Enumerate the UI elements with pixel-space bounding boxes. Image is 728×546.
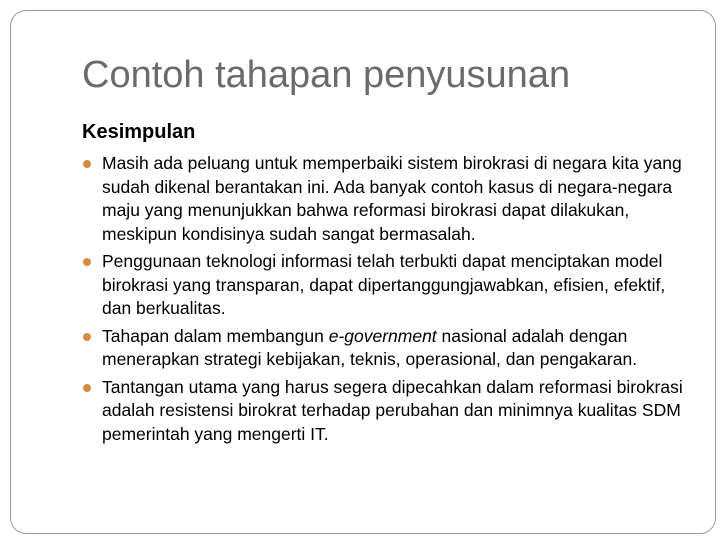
section-heading: Kesimpulan xyxy=(82,121,196,143)
bullet-item xyxy=(82,152,694,246)
slide-title: Contoh tahapan penyusunan xyxy=(82,54,571,96)
bullet-text-lead: Tahapan dalam membangun xyxy=(102,325,329,346)
bullet-dot-icon xyxy=(83,384,91,392)
bullet-item xyxy=(82,250,694,321)
bullet-text: Tantangan utama yang harus segera dipecahkan dalam reformasi birokrasi adalah resistensi birokrat terhadap perubahan dan minimnya kualitas SDM pemerintah yang mengerti IT. xyxy=(102,376,683,444)
bullet-dot-icon xyxy=(83,258,91,266)
bullet-dot-icon xyxy=(83,333,91,341)
bullet-item xyxy=(82,325,694,372)
bullet-emphasis: e-government xyxy=(328,325,437,346)
bullet-dot-icon xyxy=(83,160,91,168)
bullet-list xyxy=(82,152,694,450)
bullet-text: Masih ada peluang untuk memperbaiki sistem birokrasi di negara kita yang sudah dikenal berantakan ini. Ada banyak contoh kasus di negara-negara maju yang menunjukkan bahwa reformasi birokrasi dapat dilakukan, meskipun kondisinya sudah sangat bermasalah. xyxy=(102,153,682,244)
bullet-text-tail: nasional adalah dengan menerapkan strategi kebijakan, teknis, operasional, dan pengakaran. xyxy=(102,325,638,369)
bullet-item xyxy=(82,376,694,447)
bullet-text: Penggunaan teknologi informasi telah terbukti dapat menciptakan model birokrasi yang transparan, dapat dipertanggungjawabkan, efisien, efektif, dan berkualitas. xyxy=(102,251,666,318)
